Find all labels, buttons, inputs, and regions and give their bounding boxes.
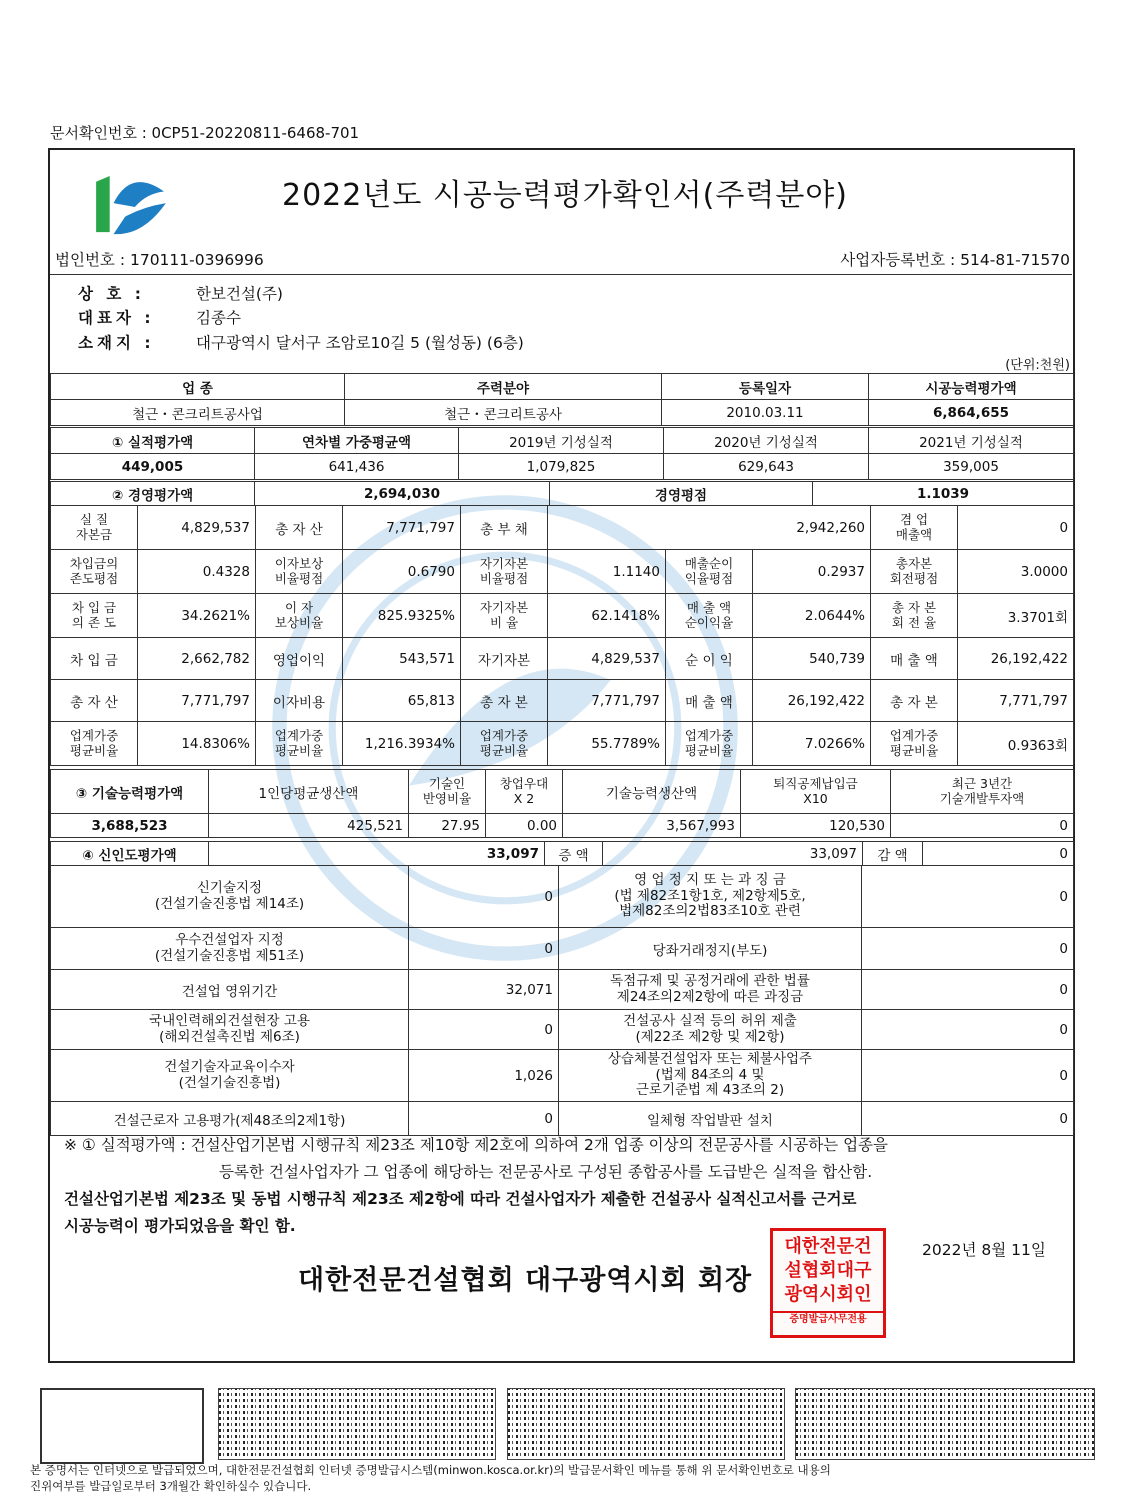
document-title: 2022년도 시공능력평가확인서(주력분야) <box>282 178 848 213</box>
management-detail-grid <box>50 505 1074 550</box>
technical-capability-table: ③ 기술능력평가액 1인당평균생산액 기술인 반영비율 창업우대 X 2 기술능력생산액 퇴직공제납입금 X10 최근 3년간 기술개발투자액 3,688,523 425,521 27.95 0.00 3,567,993 120,530 0 <box>50 769 1074 838</box>
trust-items-table <box>50 865 1074 1136</box>
mgmt-row-4: 차 입 금 2,662,782 영업이익 543,571 자기자본 4,829,537 순 이 익 540,739 매 출 액 26,192,422 <box>51 638 1074 680</box>
security-barcode-2 <box>507 1388 785 1460</box>
note-4: 시공능력이 평가되었음을 확인 함. <box>64 1217 296 1236</box>
management-ratio-grid <box>50 549 1074 766</box>
item-row: 건설근로자 고용평가(제48조의2제1항) 0 일체형 작업발판 설치 0 <box>51 1102 1074 1136</box>
issuer-name: 대한전문건설협회 대구광역시회 회장 <box>298 1265 753 1296</box>
address-row: 소재지 : 대구광역시 달서구 조암로10길 5 (월성동) (6층) <box>78 334 524 352</box>
trust-table: ④ 신인도평가액 33,097 증 액 33,097 감 액 0 <box>50 841 1074 866</box>
note-2: 등록한 건설사업자가 그 업종에 해당하는 전문공사로 구성된 종합공사를 도급받은 실적을 합산함. <box>219 1163 873 1182</box>
company-name: 한보건설(주) <box>196 285 283 303</box>
item-row: 국내인력해외건설현장 고용 (해외건설촉진법 제6조) 0 건설공사 실적 등의 허위 제출 (제22조 제2항 및 제2항) 0 <box>51 1010 1074 1050</box>
registration-numbers <box>55 248 1070 270</box>
divider <box>50 274 1072 275</box>
corporate-number: 법인번호 : 170111-0396996 <box>55 251 264 269</box>
mgmt-row-3: 차 입 금 의 존 도 34.2621% 이 자 보상비율 825.9325% 자기자본 비 율 62.1418% 매 출 액 순이익율 2.0644% 총 자 본 회 전 율 3.3701회 <box>51 594 1074 638</box>
unit-label: (단위:천원) <box>1005 358 1070 373</box>
notes <box>64 1132 1064 1241</box>
security-barcode-1 <box>218 1388 496 1460</box>
performance-table: ① 실적평가액 연차별 가중평균액 2019년 기성실적 2020년 기성실적 2021년 기성실적 449,005 641,436 1,079,825 629,643 359,005 <box>50 427 1074 480</box>
item-row: 우수건설업자 지정 (건설기술진흥법 제51조) 0 당좌거래정지(부도) 0 <box>51 928 1074 970</box>
business-registration-number: 사업자등록번호 : 514-81-71570 <box>840 251 1070 269</box>
management-table: ② 경영평가액 2,694,030 경영평점 1.1039 <box>50 481 1074 506</box>
mgmt-row-1: 실 질 자본금 4,829,537 총 자 산 7,771,797 총 부 채 2,942,260 겸 업 매출액 0 <box>51 506 1074 550</box>
main-field-table: 업 종 주력분야 등록일자 시공능력평가액 철근・콘크리트공사업 철근・콘크리트공사 2010.03.11 6,864,655 <box>50 373 1074 426</box>
mgmt-row-2: 차입금의 존도평점 0.4328 이자보상 비율평점 0.6790 자기자본 비율평점 1.1140 매출순이 익율평점 0.2937 총자본 회전평점 3.0000 <box>51 550 1074 594</box>
ceo-name: 김종수 <box>196 309 241 327</box>
note-1: ※ ① 실적평가액 : 건설산업기본법 시행규칙 제23조 제10항 제2호에 의하여 2개 업종 이상의 전문공사를 시공하는 업종을 <box>64 1136 888 1154</box>
mgmt-row-5: 총 자 산 7,771,797 이자비용 65,813 총 자 본 7,771,797 매 출 액 26,192,422 총 자 본 7,771,797 <box>51 680 1074 722</box>
official-seal: 대한전문건 설협회대구 광역시회인 증명발급사무전용 <box>770 1228 886 1338</box>
mgmt-row-6: 업계가중 평균비율 14.8306% 업계가중 평균비율 1,216.3934% 업계가중 평균비율 55.7789% 업계가중 평균비율 7.0266% 업계가중 평균비율 0.9363회 <box>51 722 1074 766</box>
company-address: 대구광역시 달서구 조암로10길 5 (월성동) (6층) <box>196 334 524 352</box>
ceo-row: 대표자 : 김종수 <box>78 309 241 327</box>
company-name-row: 상 호 : 한보건설(주) <box>78 285 283 303</box>
item-row: 건설업 영위기간 32,071 독점규제 및 공정거래에 관한 법률 제24조의2제2항에 따른 과징금 0 <box>51 970 1074 1010</box>
blank-box <box>40 1388 204 1464</box>
issue-date: 2022년 8월 11일 <box>922 1241 1046 1259</box>
item-row: 건설기술자교육이수자 (건설기술진흥법) 1,026 상습체불건설업자 또는 체불사업주 (법제 84조의 4 및 근로기준법 제 43조의 2) 0 <box>51 1050 1074 1102</box>
security-barcode-3 <box>795 1388 1095 1460</box>
footer-notice: 본 증명서는 인터넷으로 발급되었으며, 대한전문건설협회 인터넷 증명발급시스템(minwon.kosca.or.kr)의 발급문서확인 메뉴를 통해 위 문서확인번호로 내용의 진위여부를 발급일로부터 3개월간 확인하실수 있습니다. <box>30 1463 831 1493</box>
note-3: 건설산업기본법 제23조 및 동법 시행규칙 제23조 제2항에 따라 건설사업자가 제출한 건설공사 실적신고서를 근거로 <box>64 1190 857 1209</box>
item-row: 신기술지정 (건설기술진흥법 제14조) 0 영 업 정 지 또 는 과 징 금 (법 제82조1항1호, 제2항제5호, 법제82조의2법83조10호 관련 0 <box>51 866 1074 928</box>
document-confirmation-number: 문서확인번호 : 0CP51-20220811-6468-701 <box>50 124 360 142</box>
